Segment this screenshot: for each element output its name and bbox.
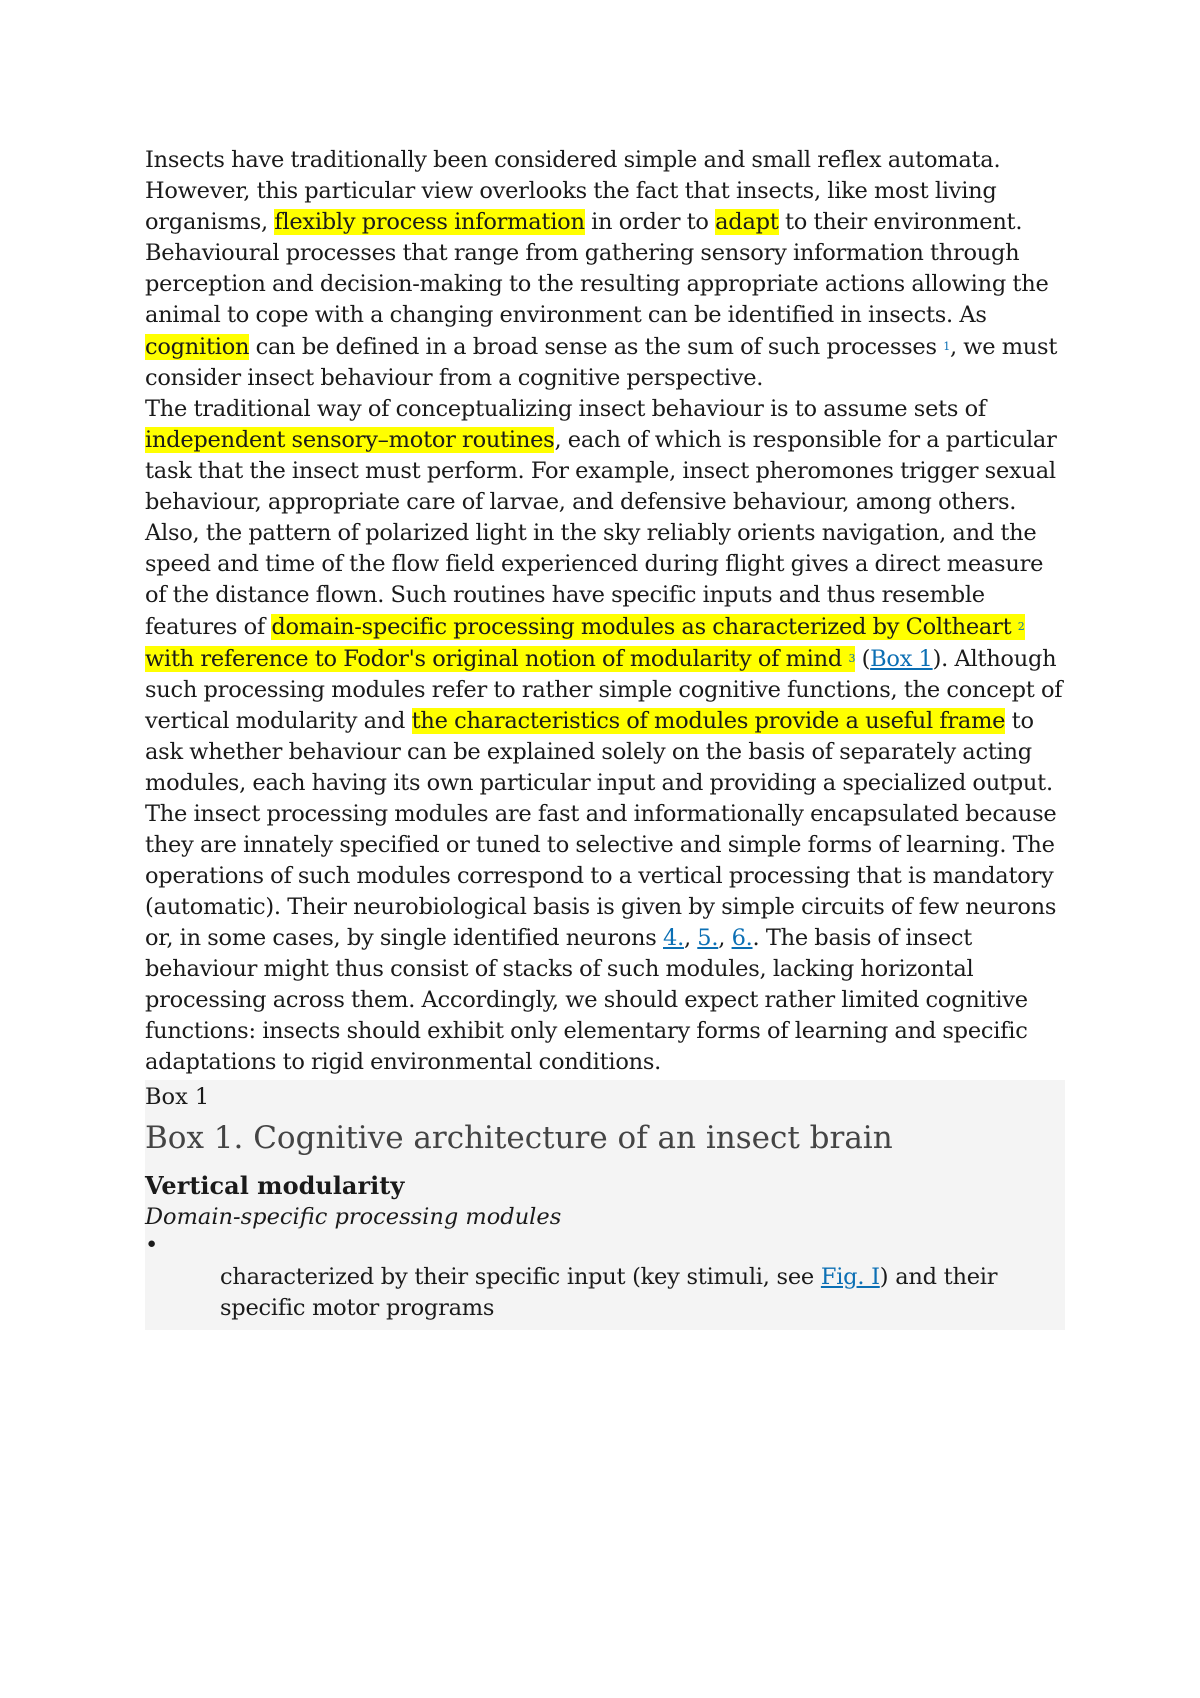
reference-link-3[interactable]: 3 xyxy=(848,652,856,665)
highlight: flexibly process information xyxy=(274,209,585,235)
box-subheading-italic: Domain-specific processing modules xyxy=(145,1204,562,1230)
list-item: characterized by their specific input (key stimuli, see Fig. I) and their specific motor programs xyxy=(220,1264,998,1321)
paragraph-modularity: The traditional way of conceptualizing insect behaviour is to assume sets of independent sensory–motor routines, each of which is responsible for a particular task that the insect must perform. For example, insect pheromones trigger sexual behaviour, appropriate care of larvae, and defensive behaviour, among others. Also, the pattern of polarized light in the sky reliably orients navigation, and the speed and time of the flow field experienced during flight gives a direct measure of the distance flown. Such routines have specific inputs and thus resemble features of domain-specific processing modules as characterized by Coltheart 2 with reference to Fodor's original notion of modularity of mind 3 (Box 1). Although such processing modules refer to rather simple cognitive functions, the concept of vertical modularity and the characteristics of modules provide a useful frame to ask whether behaviour can be explained solely on the basis of separately acting modules, each having its own particular input and providing a specialized output. The insect processing modules are fast and informationally encapsulated because they are innately specified or tuned to selective and simple forms of learning. The operations of such modules correspond to a vertical processing that is mandatory (automatic). Their neurobiological basis is given by simple circuits of few neurons or, in some cases, by single identified neurons 4., 5., 6.. The basis of insect behaviour might thus consist of stacks of such modules, lacking horizontal processing across them. Accordingly, we should expect rather limited cognitive functions: insects should exhibit only elementary forms of learning and specific adaptations to rigid environmental conditions. xyxy=(145,396,1063,1075)
highlight: independent sensory–motor routines xyxy=(145,427,555,453)
reference-link-6[interactable]: 6. xyxy=(731,925,753,951)
box-1-panel xyxy=(145,1080,1065,1330)
box-1-link[interactable]: Box 1 xyxy=(870,646,933,672)
box-label: Box 1 xyxy=(145,1084,210,1110)
box-subheading: Vertical modularity xyxy=(145,1171,405,1200)
figure-link[interactable]: Fig. I xyxy=(820,1264,880,1290)
reference-link-5[interactable]: 5. xyxy=(697,925,719,951)
document-page xyxy=(145,145,1065,1330)
reference-link-1[interactable]: 1 xyxy=(943,340,950,353)
bullet-marker: • xyxy=(145,1232,159,1258)
highlight: the characteristics of modules provide a useful frame xyxy=(411,708,1006,734)
highlight: domain-specific processing modules as characterized by Coltheart 2 with reference to Fodor's original notion of modularity of mind 3 xyxy=(145,614,1025,672)
highlight: cognition xyxy=(145,334,250,360)
highlight: adapt xyxy=(715,209,779,235)
reference-link-2[interactable]: 2 xyxy=(1017,620,1025,633)
paragraph-intro: Insects have traditionally been considered simple and small reflex automata. However, this particular view overlooks the fact that insects, like most living organisms, flexibly process information in order to adapt to their environment. Behavioural processes that range from gathering sensory information through perception and decision-making to the resulting appropriate actions allowing the animal to cope with a changing environment can be identified in insects. As cognition can be defined in a broad sense as the sum of such processes 1, we must consider insect behaviour from a cognitive perspective. xyxy=(145,147,1058,391)
reference-link-4[interactable]: 4. xyxy=(663,925,684,951)
box-title: Box 1. Cognitive architecture of an insect brain xyxy=(145,1120,893,1156)
